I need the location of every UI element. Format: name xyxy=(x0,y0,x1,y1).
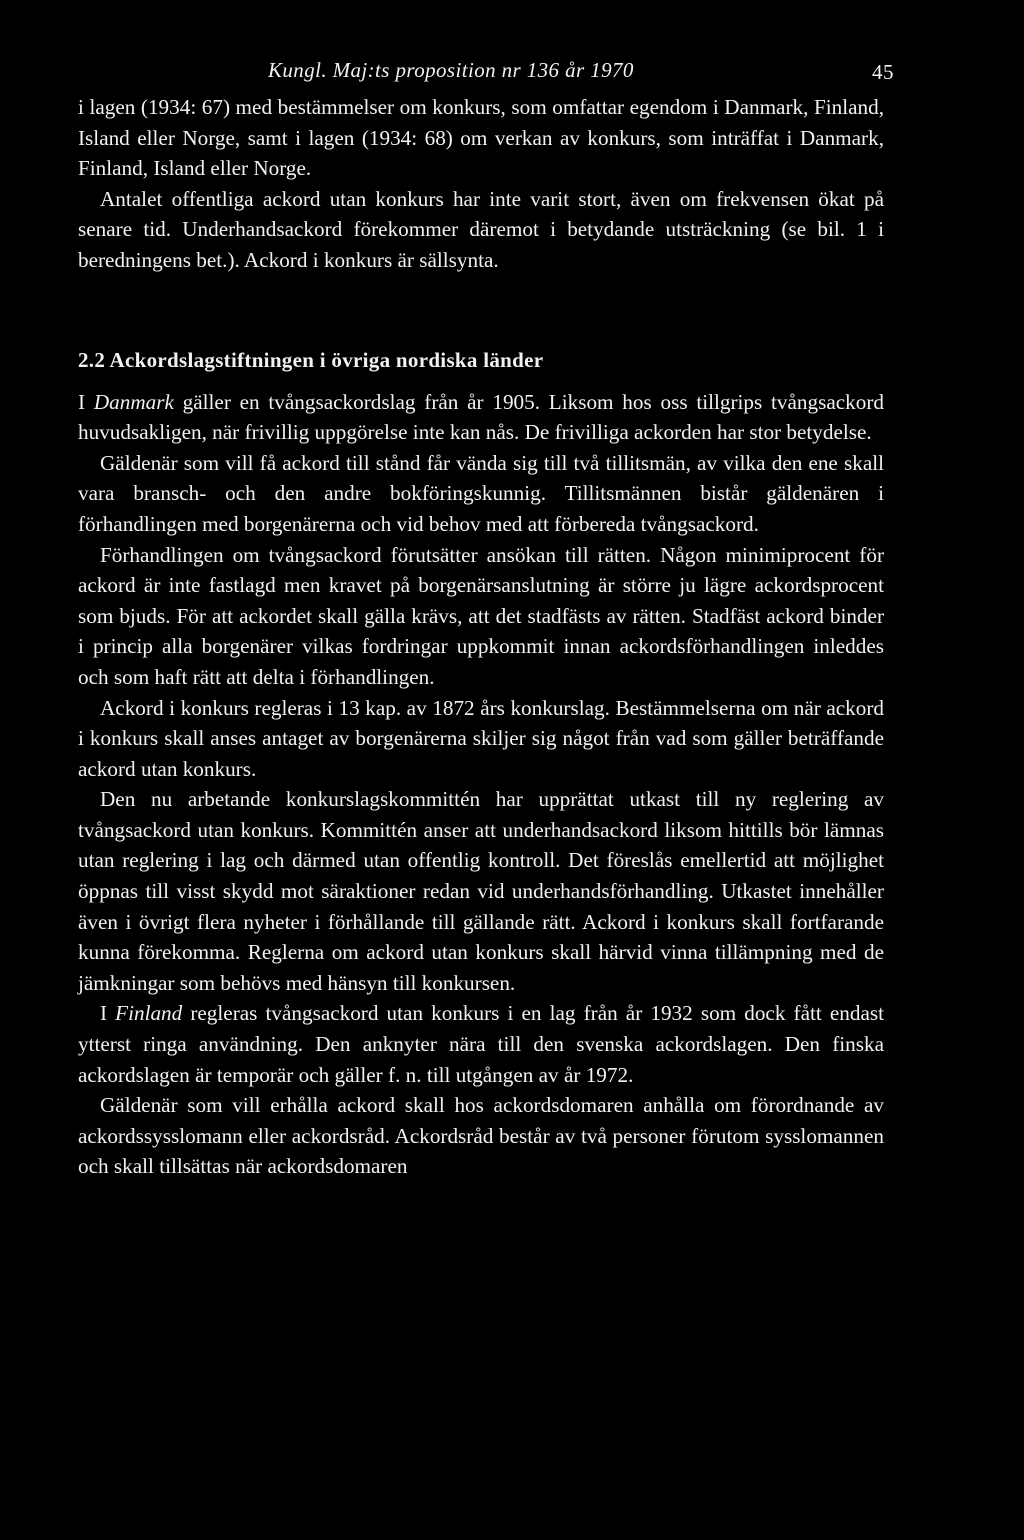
section-paragraph-finland xyxy=(78,998,884,1090)
section-paragraph-denmark xyxy=(78,387,884,448)
intro-text xyxy=(78,92,884,276)
country-name-danmark: Danmark xyxy=(93,389,174,414)
section-paragraph-2: Gäldenär som vill få ackord till stånd får vända sig till två tillitsmän, av vilka den ene skall vara bransch- och den andre bokföringskunnig. Tillitsmännen bistår gäldenären i förhandlingen med borgenärerna och vid behov med att förbereda tvångsackord. xyxy=(78,450,884,536)
section-paragraph-5: Den nu arbetande konkurslagskommittén har upprättat utkast till ny reglering av tvångsackord utan konkurs. Kommittén anser att underhandsackord liksom hittills bör lämnas utan reglering i lag och därmed utan offentlig kontroll. Det föreslås emellertid att möjlighet öppnas till visst skydd mot säraktioner redan vid underhandsförhandling. Utkastet innehåller även i övrigt flera nyheter i förhållande till gällande rätt. Ackord i konkurs skall fortfarande kunna förekomma. Reglerna om ackord utan konkurs skall härvid vinna tillämpning med de jämkningar som behövs med hänsyn till konkursen. xyxy=(78,787,884,995)
page-number: 45 xyxy=(872,60,894,84)
section-paragraph-7: Gäldenär som vill erhålla ackord skall hos ackordsdomaren anhålla om förordnande av ackordssysslomann eller ackordsråd. Ackordsråd består av två personer förutom sysslomannen och skall tillsättas när ackordsdomaren xyxy=(78,1093,884,1179)
country-name-finland: Finland xyxy=(115,1001,183,1026)
paragraph-text: regleras tvångsackord utan konkurs i en lag från år 1932 som dock fått endast ytterst ringa användning. Den anknyter nära till den svenska ackordslagen. Den finska ackordslagen är temporär och gäller f. n. till utgången av år 1972. xyxy=(78,1001,884,1087)
intro-paragraph-2: Antalet offentliga ackord utan konkurs har inte varit stort, även om frekvensen ökat på senare tid. Underhandsackord förekommer däremot i betydande utsträckning (se bil. 1 i beredningens bet.). Ackord i konkurs är sällsynta. xyxy=(78,186,884,272)
section-body xyxy=(78,387,884,1182)
running-header xyxy=(78,58,894,92)
section-heading: 2.2 Ackordslagstiftningen i övriga nordiska länder xyxy=(78,347,544,372)
paragraph-text: gäller en tvångsackordslag från år 1905. Liksom hos oss tillgrips tvångsackord huvudsakligen, när frivillig uppgörelse inte kan nås. De frivilliga ackorden har stor betydelse. xyxy=(78,389,884,445)
paragraph-prefix: I xyxy=(100,1001,116,1026)
paragraph-prefix: I xyxy=(78,389,94,414)
section-paragraph-3: Förhandlingen om tvångsackord förutsätter ansökan till rätten. Någon minimiprocent för ackord är inte fastlagd men kravet på borgenärsanslutning är större ju lägre ackordsprocent som bjuds. För att ackordet skall gälla krävs, att det stadfästs av rätten. Stadfäst ackord binder i princip alla borgenärer vilkas fordringar uppkommit innan ackordsförhandlingen inleddes och som haft rätt att delta i förhandlingen. xyxy=(78,542,884,689)
section-paragraph-4: Ackord i konkurs regleras i 13 kap. av 1872 års konkurslag. Bestämmelserna om när ackord i konkurs skall anses antaget av borgenärerna skiljer sig något från vad som gäller beträffande ackord utan konkurs. xyxy=(78,695,884,781)
intro-paragraph-1: i lagen (1934: 67) med bestämmelser om konkurs, som omfattar egendom i Danmark, Finland, Island eller Norge, samt i lagen (1934: 68) om verkan av konkurs, som inträffat i Danmark, Finland, Island eller Norge. xyxy=(78,95,884,181)
document-page xyxy=(78,58,894,1182)
running-title: Kungl. Maj:ts proposition nr 136 år 1970 xyxy=(268,58,634,82)
